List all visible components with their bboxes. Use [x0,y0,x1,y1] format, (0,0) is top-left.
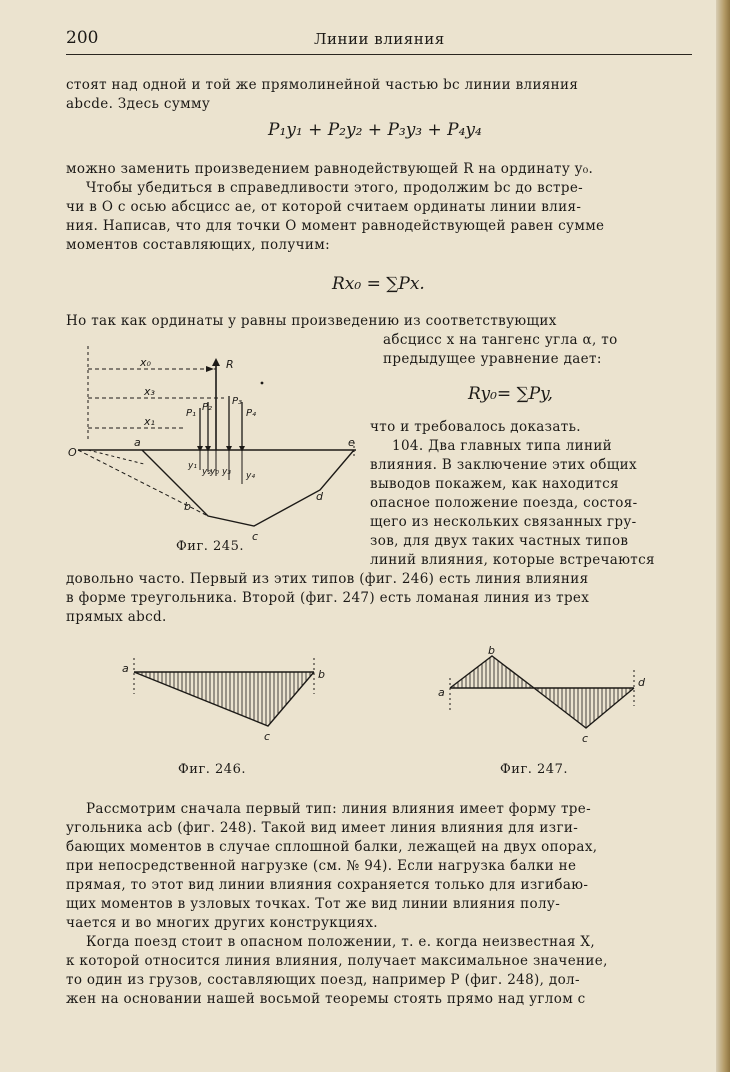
page-number: 200 [66,28,99,48]
label-c: c [582,732,589,745]
label-e: e [348,436,355,449]
label-b: b [318,668,325,681]
text-line: выводов покажем, как находится [370,476,619,492]
text-line: чается и во многих других конструкциях. [66,915,378,931]
text-line: чи в O с осью абсцисс ae, от которой считаем ординаты линии влия- [66,199,582,215]
P4-arrow [239,446,245,452]
figure-247-caption: Фиг. 247. [500,762,568,777]
P1-arrow [197,446,203,452]
label-a: a [134,436,141,449]
label-P1: P₁ [186,408,197,419]
text-line: к которой относится линия влияния, получает максимальное значение, [66,953,608,969]
label-c: c [264,730,271,743]
text-line: что и требовалось доказать. [370,419,581,435]
label-d: d [316,490,323,503]
text-line: можно заменить произведением равнодействующей R на ординату y₀. [66,161,594,177]
influence-triangle-acb [134,672,314,726]
label-P3: P₃ [232,396,243,407]
text-line: прямая, то этот вид линии влияния сохраняется только для изгибаю- [66,877,589,893]
label-x0: x₀ [140,356,151,369]
text-line: линий влияния, которые встречаются [370,552,655,568]
label-a: a [122,662,129,675]
section-heading: 104. Два главных типа линий [392,438,613,454]
label-d: d [638,676,645,689]
running-title: Линии влияния [314,30,445,48]
text-line: моментов составляющих, получим: [66,237,331,253]
text-line: в форме треугольника. Второй (фиг. 247) есть ломаная линия из трех [66,590,590,606]
label-b: b [184,500,191,513]
x0-arrow [206,366,214,372]
text-line: при непосредственной нагрузке (см. № 94). Если нагрузка балки не [66,858,577,874]
label-y2: y₂ [202,467,211,477]
text-line: Рассмотрим сначала первый тип: линия влияния имеет форму тре- [86,801,592,817]
label-R: R [226,358,234,371]
label-P2: P₂ [202,402,213,413]
text-line: угольника acb (фиг. 248). Такой вид имеет линия влияния для изги- [66,820,579,836]
figure-247 [436,640,656,748]
text-line: зов, для двух таких частных типов [370,533,629,549]
dot-mark [261,382,264,385]
dashed-guide [88,450,144,464]
text-line: Когда поезд стоит в опасном положении, т. е. когда неизвестная X, [86,934,596,950]
text-line: бающих моментов в случае сплошной балки, лежащей на двух опорах, [66,839,598,855]
equation-ordinates: Ry₀= ∑Py, [468,384,553,404]
page-header [66,28,692,55]
influence-line-abcde [142,450,354,526]
label-b: b [488,644,495,657]
figure-245 [66,338,366,543]
label-a: a [438,686,445,699]
text-line: щих моментов в узловых точках. Тот же вид линии влияния полу- [66,896,561,912]
text-line: abcde. Здесь сумму [66,96,211,112]
page-edge [716,0,730,1072]
text-line: прямых abcd. [66,609,167,625]
label-x1: x₁ [144,415,155,428]
text-line: то один из грузов, составляющих поезд, например P (фиг. 248), дол- [66,972,580,988]
P3-arrow [226,446,232,452]
text-line: опасное положение поезда, состоя- [370,495,638,511]
label-y1: y₁ [188,461,197,471]
label-c: c [252,530,259,543]
label-y0: y₀ [210,467,219,477]
R-arrow-head [212,358,220,366]
text-line: стоят над одной и той же прямолинейной частью bc линии влияния [66,77,579,93]
text-line: влияния. В заключение этих общих [370,457,637,473]
label-x3: x₃ [144,385,155,398]
figure-246-caption: Фиг. 246. [178,762,246,777]
P2-arrow [205,446,211,452]
equation-moments: Rx₀ = ∑Px. [332,274,425,294]
text-line: предыдущее уравнение дает: [383,351,602,367]
figure-245-caption: Фиг. 245. [176,539,244,554]
equation-sum: P₁y₁ + P₂y₂ + P₃y₃ + P₄y₄ [268,120,482,140]
label-y4: y₄ [246,471,255,481]
text-line: довольно часто. Первый из этих типов (фиг. 246) есть линия влияния [66,571,589,587]
label-O: O [68,446,77,459]
text-line: жен на основании нашей восьмой теоремы стоять прямо над углом c [66,991,586,1007]
hatching [454,658,630,728]
text-line: Чтобы убедиться в справедливости этого, продолжим bc до встре- [86,180,584,196]
text-line: ния. Написав, что для точки O момент равнодействующей равен сумме [66,218,605,234]
label-P4: P₄ [246,408,257,419]
text-line: Но так как ординаты y равны произведению из соответствующих [66,313,557,329]
hatching [138,672,310,725]
text-line: абсцисс x на тангенс угла α, то [383,332,618,348]
label-y3: y₃ [222,467,231,477]
text-line: щего из нескольких связанных гру- [370,514,637,530]
figure-246 [118,656,336,748]
